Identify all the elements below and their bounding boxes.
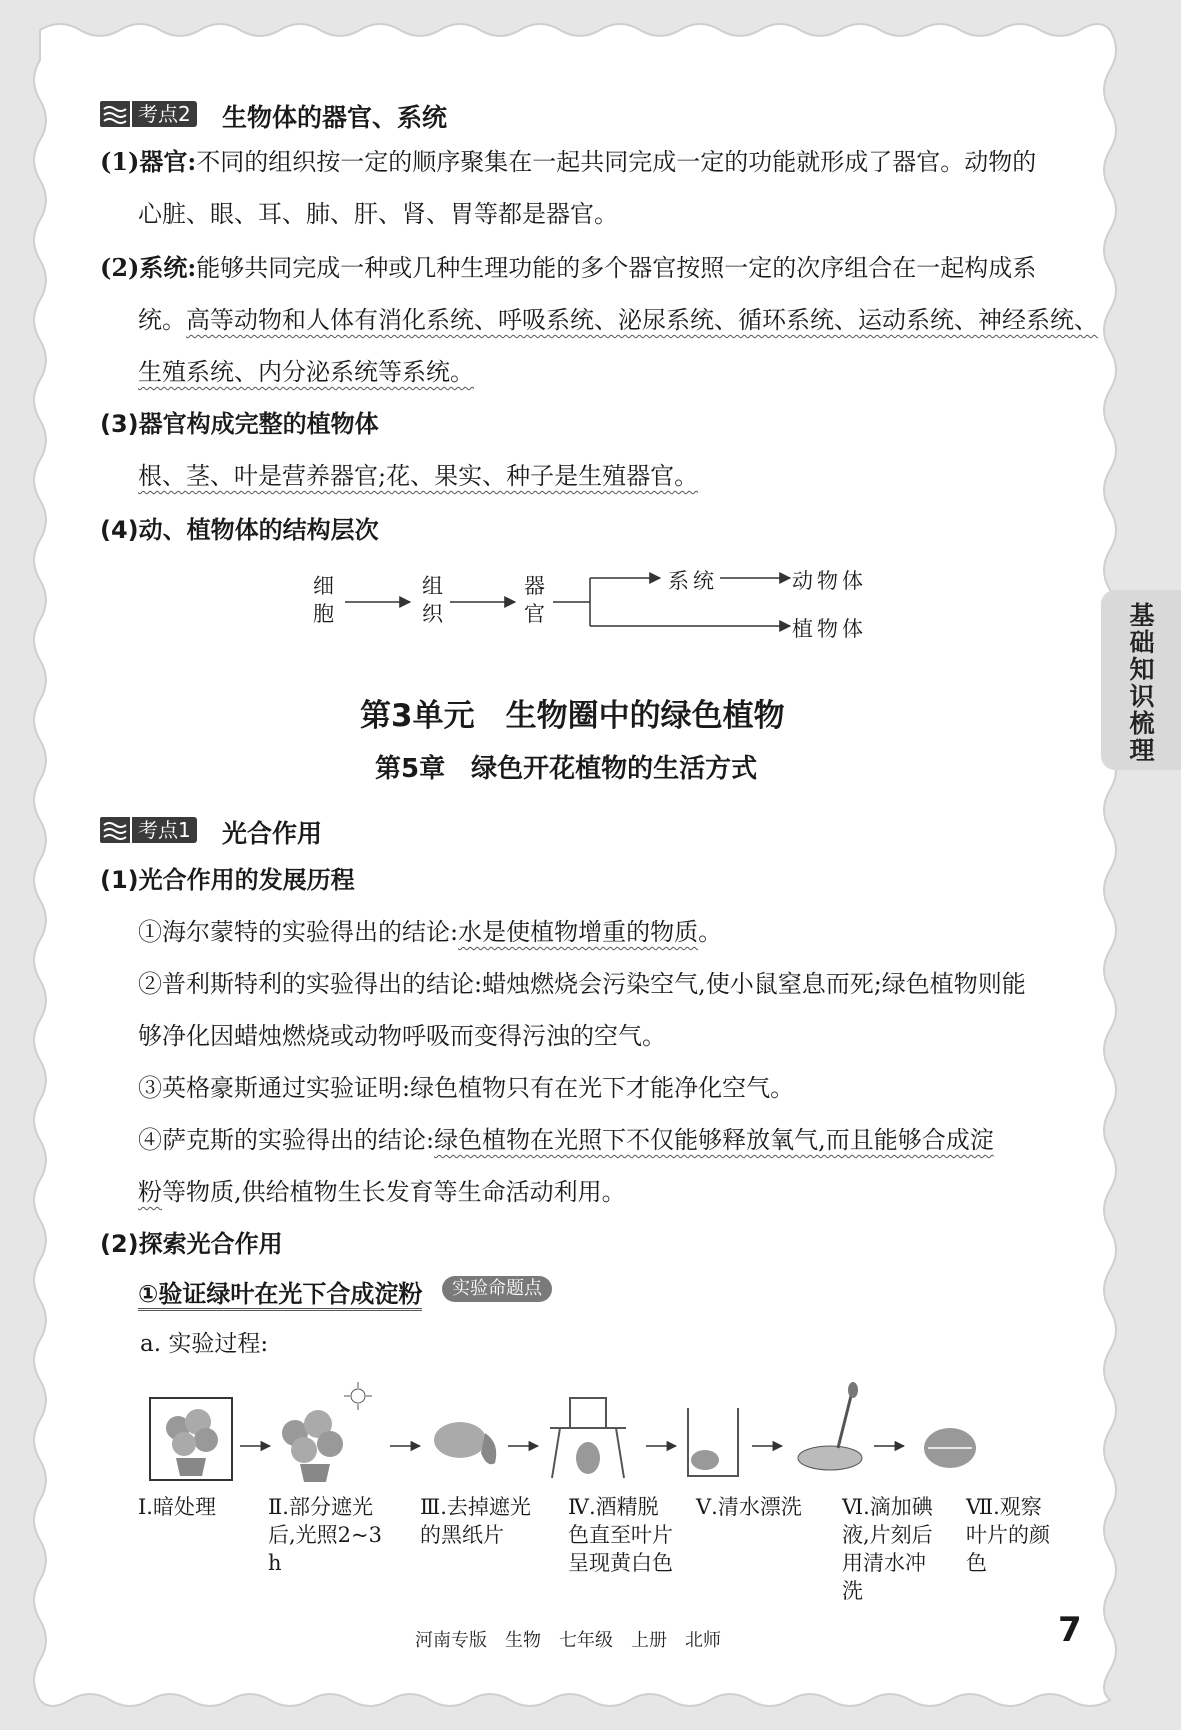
step-4-caption: Ⅳ.酒精脱色直至叶片呈现黄白色 [568,1495,673,1575]
section-badge [100,100,197,128]
item4-conclusion: 绿色植物在光照下不仅能够释放氧气,而且能够合成淀 [434,1126,994,1154]
history-heading: (1)光合作用的发展历程 [100,866,355,894]
observe-leaf-illustration [924,1428,976,1468]
badge-label: 考点1 [132,817,197,843]
node-cell-char1: 细 [313,574,334,598]
system-text-lead: 统。 [138,306,186,334]
plant-organs-text [138,460,698,492]
history-item-2: ②普利斯特利的实验得出的结论:蜡烛燃烧会污染空气,使小鼠窒息而死;绿色植物则能 [138,970,1026,998]
step-6-caption: Ⅵ.滴加碘液,片刻后用清水冲洗 [842,1495,933,1603]
node-tissue-char1: 组 [422,574,443,598]
experiment-tag: 实验命题点 [442,1276,552,1302]
node-tissue-char2: 织 [422,602,443,626]
side-tab-label: 基础知识梳理 [1126,602,1155,764]
experiment-title [138,1278,422,1310]
node-tissue [422,572,443,628]
system-text: 能够共同完成一种或几种生理功能的多个器官按照一定的次序组合在一起构成系 [196,254,1037,282]
item1-lead: ①海尔蒙特的实验得出的结论: [138,918,459,946]
node-animal: 动物体 [792,569,867,593]
system-list-underlined: 高等动物和人体有消化系统、呼吸系统、泌尿系统、循环系统、运动系统、神经系统、 [186,306,1098,334]
unit-title: 第3单元 生物圈中的绿色植物 [360,698,785,734]
step-2-caption: Ⅱ.部分遮光后,光照2~3 h [268,1495,382,1575]
section-title-2: 光合作用 [222,819,323,848]
history-item-4-line2 [138,1176,626,1208]
history-item-3: ③英格豪斯通过实验证明:绿色植物只有在光下才能净化空气。 [138,1074,795,1102]
system-text-line3 [138,356,474,388]
experiment-title-text: ①验证绿叶在光下合成淀粉 [138,1280,422,1311]
step-3-caption: Ⅲ.去掉遮光的黑纸片 [420,1495,531,1547]
rinse-illustration [688,1408,738,1476]
item1-end: 。 [698,918,723,946]
item4-conclusion-cont: 粉 [138,1178,162,1206]
item1-conclusion: 水是使植物增重的物质 [458,918,699,946]
step-1-caption: Ⅰ.暗处理 [138,1495,216,1519]
structure-levels-heading: (4)动、植物体的结构层次 [100,516,379,544]
paragraph-organ [100,146,1036,178]
shading-illustration [282,1382,372,1482]
organ-text-line2: 心脏、眼、耳、肺、肝、肾、胃等都是器官。 [138,200,618,228]
item4-rest: 等物质,供给植物生长发育等生命活动利用。 [162,1178,626,1206]
plant-organs-underlined: 根、茎、叶是营养器官;花、果实、种子是生殖器官。 [138,462,699,490]
node-organ [524,572,545,628]
badge-label: 考点2 [132,101,197,127]
node-system: 系统 [668,569,718,593]
node-organ-char1: 器 [524,574,545,598]
dark-treatment-illustration [150,1398,232,1480]
page-number: 7 [1058,1610,1082,1650]
system-list-underlined-2: 生殖系统、内分泌系统等系统。 [138,358,474,386]
section-title: 生物体的器官、系统 [222,103,448,132]
item4-lead: ④萨克斯的实验得出的结论: [138,1126,435,1154]
remove-paper-illustration [434,1422,496,1464]
system-text-line2 [138,304,1098,336]
node-plant: 植物体 [792,617,867,641]
experiment-process-label: a. 实验过程: [140,1331,269,1357]
wave-icon [100,101,130,127]
step-5-caption: Ⅴ.清水漂洗 [696,1495,802,1519]
node-cell-char2: 胞 [313,602,334,626]
plant-organs-heading: (3)器官构成完整的植物体 [100,410,379,438]
chapter-title: 第5章 绿色开花植物的生活方式 [375,754,758,784]
alcohol-decolorize-illustration [550,1398,626,1478]
node-organ-char2: 官 [524,602,545,626]
iodine-illustration [798,1382,862,1470]
history-item-4 [138,1124,994,1156]
system-label: (2)系统: [100,253,197,282]
explore-heading: (2)探索光合作用 [100,1230,283,1258]
history-item-2-line2: 够净化因蜡烛燃烧或动物呼吸而变得污浊的空气。 [138,1022,666,1050]
paragraph-system [100,252,1036,284]
history-item-1 [138,916,722,948]
experiment-illustrations [140,1378,1060,1488]
step-7-caption: Ⅶ.观察叶片的颜色 [966,1495,1050,1575]
section-badge-2 [100,816,197,844]
footer-text: 河南专版 生物 七年级 上册 北师 [415,1630,721,1651]
wave-icon [100,817,130,843]
organ-label: (1)器官: [100,147,197,176]
organ-text: 不同的组织按一定的顺序聚集在一起共同完成一定的功能就形成了器官。动物的 [196,148,1037,176]
node-cell [313,572,334,628]
